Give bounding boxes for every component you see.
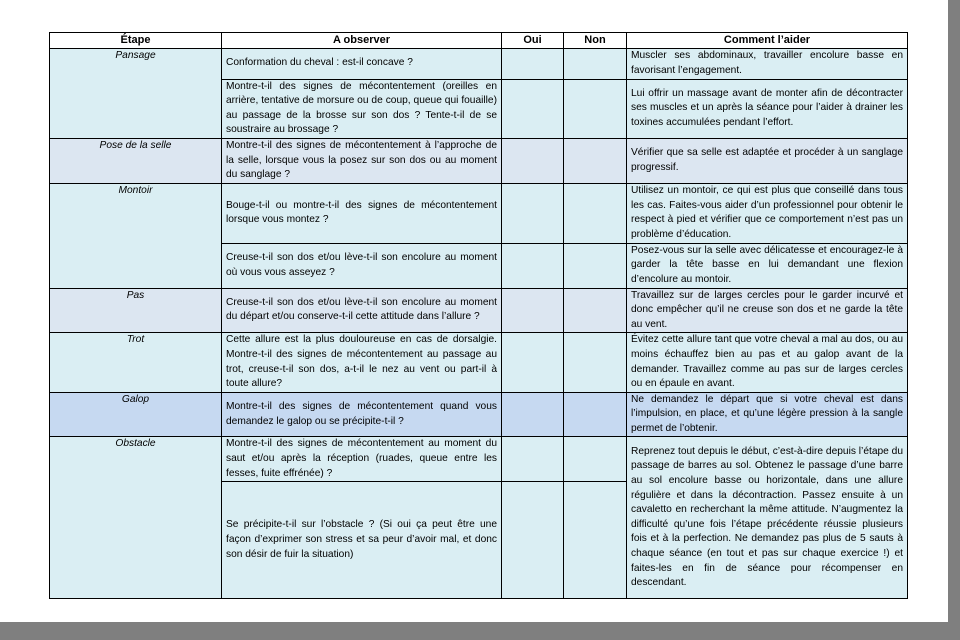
oui-cell[interactable] bbox=[502, 392, 564, 437]
table-row bbox=[50, 183, 908, 243]
etape-trot: Trot bbox=[50, 333, 222, 392]
etape-pose-selle: Pose de la selle bbox=[50, 138, 222, 183]
etape-galop: Galop bbox=[50, 392, 222, 437]
aide-cell: Évitez cette allure tant que votre cheval a mal au dos, ou au moins échauffez bien au pas et au galop avant de la demander. Travaillez comme au pas sur de larges cercles ou en épaule en avant. bbox=[627, 333, 908, 392]
oui-cell[interactable] bbox=[502, 183, 564, 243]
oui-cell[interactable] bbox=[502, 333, 564, 392]
aide-cell: Ne demandez le départ que si votre cheval est dans l’impulsion, en place, et qu’une légère pression à la sangle permet de l’obtenir. bbox=[627, 392, 908, 437]
oui-cell[interactable] bbox=[502, 482, 564, 599]
oui-cell[interactable] bbox=[502, 288, 564, 333]
oui-cell[interactable] bbox=[502, 437, 564, 482]
table-row bbox=[50, 437, 908, 482]
oui-cell[interactable] bbox=[502, 79, 564, 138]
observation-cell: Conformation du cheval : est-il concave ? bbox=[222, 48, 502, 79]
non-cell[interactable] bbox=[564, 138, 627, 183]
etape-montoir: Montoir bbox=[50, 183, 222, 288]
non-cell[interactable] bbox=[564, 437, 627, 482]
header-row bbox=[50, 33, 908, 49]
observation-cell: Creuse-t-il son dos et/ou lève-t-il son encolure au moment où vous vous asseyez ? bbox=[222, 243, 502, 288]
oui-cell[interactable] bbox=[502, 48, 564, 79]
header-aider: Comment l’aider bbox=[627, 33, 908, 49]
header-etape: Étape bbox=[50, 33, 222, 49]
observation-cell: Montre-t-il des signes de mécontentement quand vous demandez le galop ou se précipite-t-il ? bbox=[222, 392, 502, 437]
observation-cell: Montre-t-il des signes de mécontentement (oreilles en arrière, tentative de morsure ou de coup, queue qui fouaille) au passage de la brosse sur son dos ? Tente-t-il de se soustraire au brossage ? bbox=[222, 79, 502, 138]
non-cell[interactable] bbox=[564, 79, 627, 138]
aide-cell: Utilisez un montoir, ce qui est plus que conseillé dans tous les cas. Faites-vous aider d’un professionnel pour obtenir le respect à pied et vérifier que ce comportement n’est pas un problème d’éducation. bbox=[627, 183, 908, 243]
observation-cell: Cette allure est la plus douloureuse en cas de dorsalgie. Montre-t-il des signes de mécontentement au passage au trot, creuse-t-il son dos, a-t-il le nez au vent ou part-il à toute allure? bbox=[222, 333, 502, 392]
aide-cell: Muscler ses abdominaux, travailler encolure basse en favorisant l’engagement. bbox=[627, 48, 908, 79]
table-row bbox=[50, 333, 908, 392]
non-cell[interactable] bbox=[564, 482, 627, 599]
non-cell[interactable] bbox=[564, 288, 627, 333]
non-cell[interactable] bbox=[564, 392, 627, 437]
observation-cell: Montre-t-il des signes de mécontentement à l’approche de la selle, lorsque vous la posez sur son dos ou au moment du sanglage ? bbox=[222, 138, 502, 183]
aide-cell: Reprenez tout depuis le début, c’est-à-dire depuis l’étape du passage de barres au sol. Obtenez le passage d’une barre au sol encolure basse ou horizontale, dans une allure régulière et dans la décontraction. Passez ensuite à un cavaletto en recherchant la même attitude. N’augmentez la difficulté qu’une fois l’étape précédente réussie plusieurs fois et à la perfection. Ne demandez pas plus de 5 sauts à chaque séance (en tout et pas sur chaque exercice !) et faites-les en fin de séance pour récompenser en descendant. bbox=[627, 437, 908, 599]
table-row bbox=[50, 392, 908, 437]
header-observer: A observer bbox=[222, 33, 502, 49]
etape-pas: Pas bbox=[50, 288, 222, 333]
header-non: Non bbox=[564, 33, 627, 49]
non-cell[interactable] bbox=[564, 183, 627, 243]
aide-cell: Vérifier que sa selle est adaptée et procéder à un sanglage progressif. bbox=[627, 138, 908, 183]
etape-obstacle: Obstacle bbox=[50, 437, 222, 599]
aide-cell: Posez-vous sur la selle avec délicatesse et encouragez-le à garder la tête basse en lui demandant une flexion d’encolure au montoir. bbox=[627, 243, 908, 288]
horse-back-pain-table bbox=[49, 32, 908, 599]
observation-cell: Bouge-t-il ou montre-t-il des signes de mécontentement lorsque vous montez ? bbox=[222, 183, 502, 243]
non-cell[interactable] bbox=[564, 48, 627, 79]
aide-cell: Travaillez sur de larges cercles pour le garder incurvé et donc empêcher qu’il ne creuse son dos et ne garde la tête au vent. bbox=[627, 288, 908, 333]
table-row bbox=[50, 48, 908, 79]
header-oui: Oui bbox=[502, 33, 564, 49]
table-row bbox=[50, 288, 908, 333]
observation-cell: Montre-t-il des signes de mécontentement au moment du saut et/ou après la réception (ruades, queue entre les fesses, fuite effrénée) ? bbox=[222, 437, 502, 482]
non-cell[interactable] bbox=[564, 243, 627, 288]
observation-cell: Se précipite-t-il sur l’obstacle ? (Si oui ça peut être une façon d’exprimer son stress et sa peur d’avoir mal, et donc son désir de fuir la situation) bbox=[222, 482, 502, 599]
oui-cell[interactable] bbox=[502, 138, 564, 183]
etape-pansage: Pansage bbox=[50, 48, 222, 138]
non-cell[interactable] bbox=[564, 333, 627, 392]
observation-cell: Creuse-t-il son dos et/ou lève-t-il son encolure au moment du départ et/ou conserve-t-il cette attitude dans l’allure ? bbox=[222, 288, 502, 333]
aide-cell: Lui offrir un massage avant de monter afin de décontracter ses muscles et un après la séance pour l’aider à drainer les toxines accumulées pendant l’effort. bbox=[627, 79, 908, 138]
table-row bbox=[50, 138, 908, 183]
oui-cell[interactable] bbox=[502, 243, 564, 288]
